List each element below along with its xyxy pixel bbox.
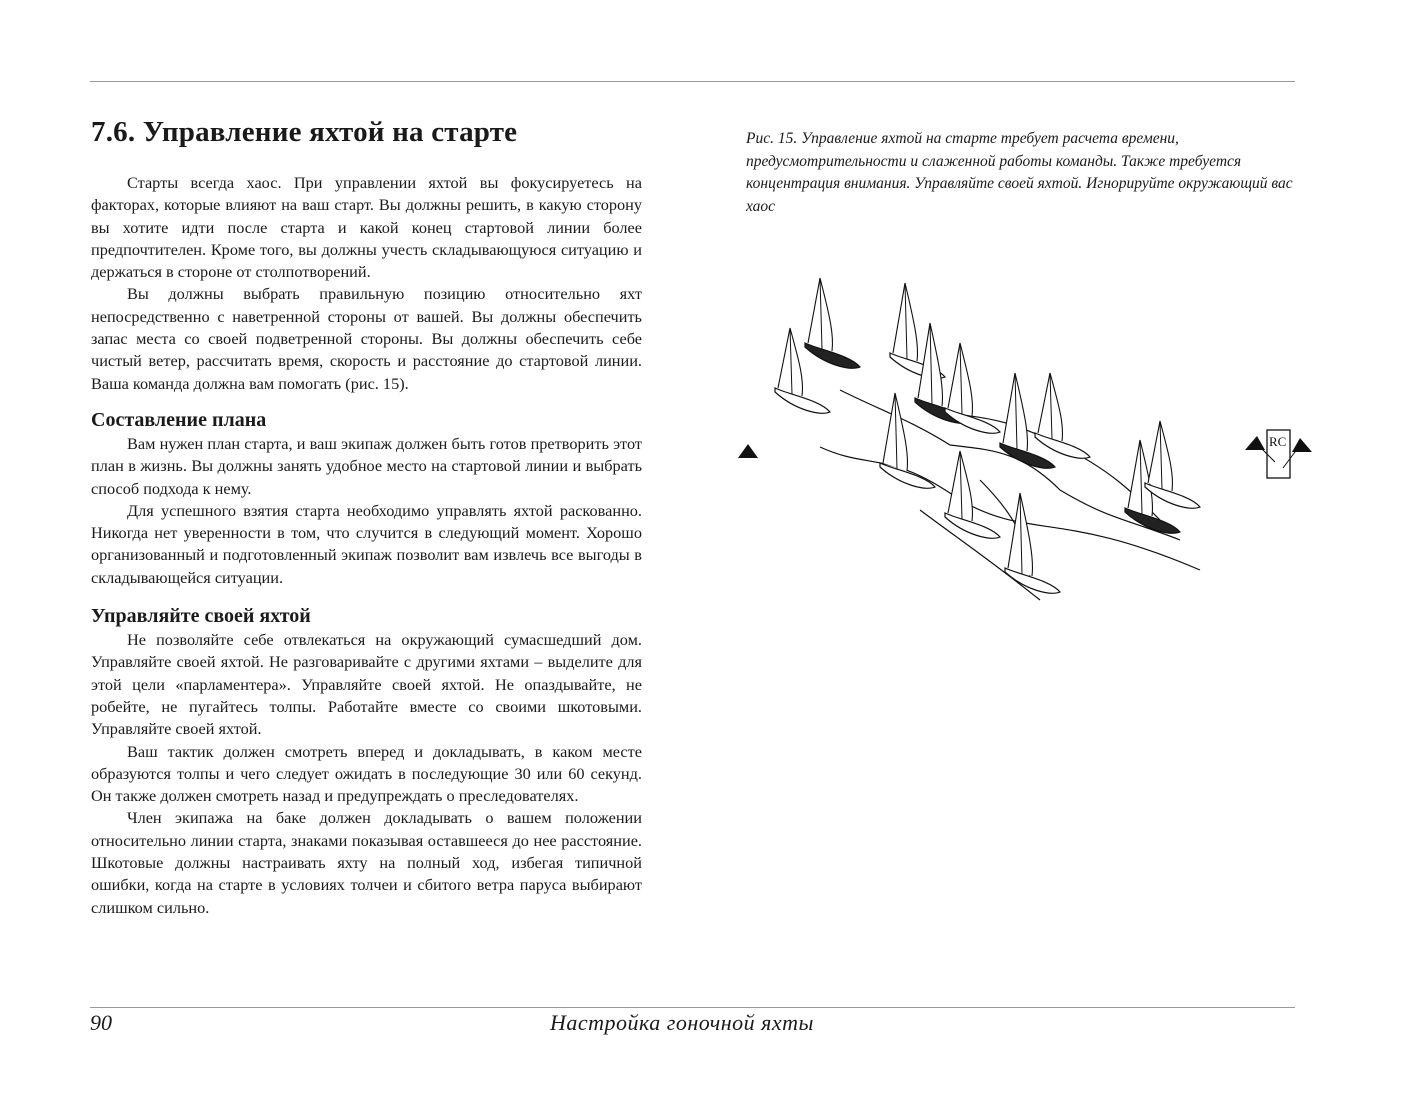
footer-rule: [90, 1007, 1295, 1008]
paragraph: Вам нужен план старта, и ваш экипаж должен быть готов претворить этот план в жизнь. Вы должны занять удобное место на стартовой линии и выбрать способ подхода к нему.: [91, 433, 642, 498]
sailboats-illustration: [730, 240, 1330, 640]
sailboat-icon: [805, 278, 860, 368]
paragraph: Для успешного взятия старта необходимо управлять яхтой раскованно. Никогда нет уверенности в том, что случится в следующий момент. Хорошо организованный и подготовленный экипаж позволит вам извлечь все выгоды в складывающейся ситуации.: [91, 500, 642, 587]
paragraph: Старты всегда хаос. При управлении яхтой вы фокусируетесь на факторах, которые влияют на ваш старт. Вы должны решить, в какую сторону вы хотите идти после старта и какой конец стартовой линии более предпочтителен. Кроме того, вы должны учесть складывающуюся ситуацию и держаться в стороне от столпотворений.: [91, 173, 642, 282]
paragraph: Не позволяйте себе отвлекаться на окружающий сумасшедший дом. Управляйте своей яхтой. Не разговаривайте с другими яхтами – выделите для этой цели «парламентера». Управляйте своей яхтой. Не опаздывайте, не робейте, не пугайтесь толпы. Работайте вместе со своими шкотовыми. Управляйте своей яхтой.: [91, 630, 642, 739]
running-footer-title: Настройка гоночной яхты: [550, 1010, 814, 1035]
start-mark-icon: [738, 444, 758, 458]
page-heading: 7.6. Управление яхтой на старте: [91, 116, 518, 148]
section-heading-plan: Составление плана: [91, 408, 267, 431]
main-text-column: [91, 112, 642, 919]
figure-sailboats-start: [730, 240, 1330, 640]
committee-boat-icon: [1245, 430, 1312, 478]
sailboat-icon: [1035, 373, 1090, 458]
page-number: 90: [90, 1010, 112, 1035]
paragraph: Ваш тактик должен смотреть вперед и докладывать, в каком месте образуются толпы и чего следует ожидать в последующие 30 или 60 секунд. Он также должен смотреть назад и предупреждать о преследователях.: [91, 741, 642, 806]
sailboat-icon: [1005, 493, 1060, 593]
sailboat-icon: [945, 451, 1000, 538]
paragraph: Вы должны выбрать правильную позицию относительно яхт непосредственно с наветренной стороны от вашей. Вы должны обеспечить запас места со своей подветренной стороны. Вы должны обеспечить себе чистый ветер, рассчитать время, скорость и расстояние до стартовой линии. Ваша команда должна вам помогать (рис. 15).: [91, 284, 642, 393]
header-rule: [90, 81, 1295, 82]
figure-caption: Рис. 15. Управление яхтой на старте требует расчета времени, предусмотрительности и слаженной работы команды. Также требуется концентрация внимания. Управляйте своей яхтой. Игнорируйте окружающий вас хаос: [746, 130, 1293, 215]
section-heading-control: Управляйте своей яхтой: [91, 605, 311, 628]
sailboat-icon: [1145, 421, 1200, 508]
committee-boat-label: RC: [1269, 434, 1287, 449]
paragraph: Член экипажа на баке должен докладывать о вашем положении относительно линии старта, знаками показывая оставшееся до нее расстояние. Шкотовые должны настраивать яхту на полный ход, избегая типичной ошибки, когда на старте в условиях толчеи и сбитого ветра паруса выбирают слишком сильно.: [91, 808, 642, 917]
